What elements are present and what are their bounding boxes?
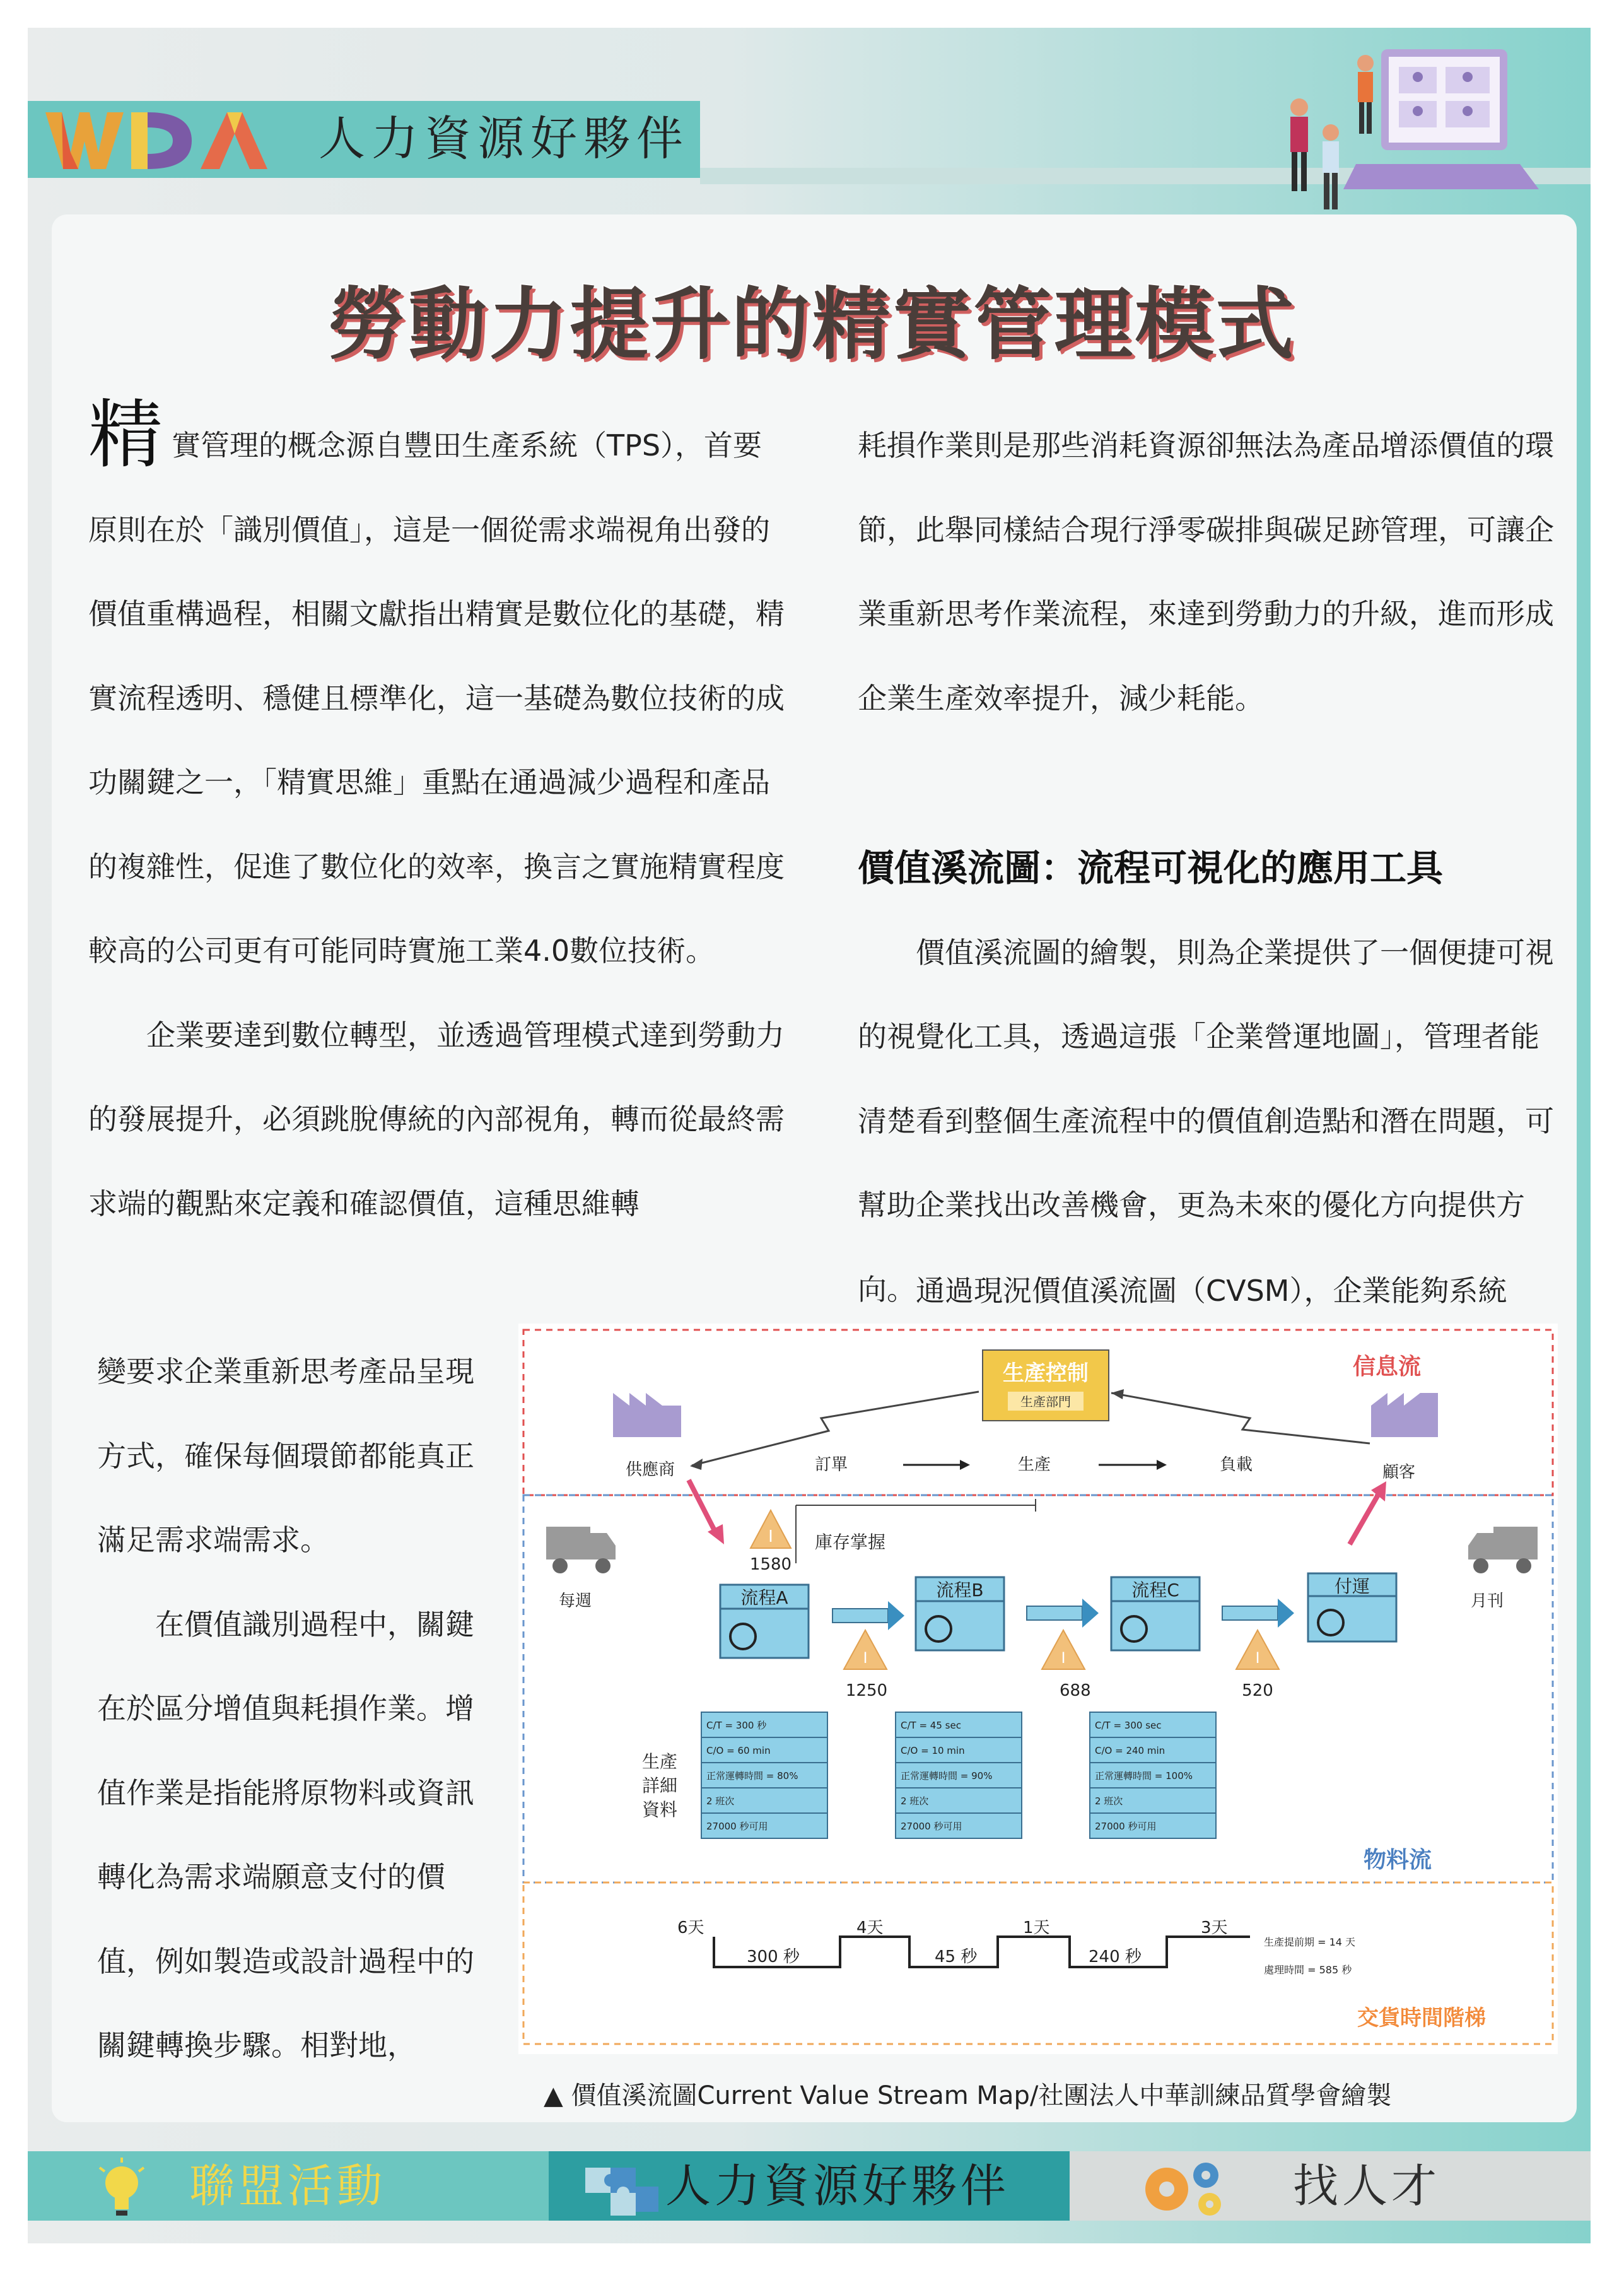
process-time-total: 處理時間 = 585 秒 <box>1264 1964 1352 1976</box>
time-label-1: 300 秒 <box>747 1947 800 1966</box>
time-label-3: 240 秒 <box>1089 1947 1142 1966</box>
weekly-label: 每週 <box>559 1592 592 1611</box>
lead-time-total: 生產提前期 = 14 天 <box>1264 1936 1356 1948</box>
process-data-row: 27000 秒可用 <box>1095 1821 1157 1832</box>
banner-title: 人力資源好夥伴 <box>318 112 689 166</box>
inventory-c-ship <box>1236 1630 1279 1669</box>
dropcap: 精 <box>88 391 163 478</box>
process-data-box-1 <box>701 1712 827 1838</box>
process-data-row: C/O = 10 min <box>901 1745 965 1756</box>
time-label-2: 45 秒 <box>935 1947 978 1966</box>
process-data-box-3 <box>1090 1712 1216 1838</box>
customer-label: 顧客 <box>1382 1463 1416 1482</box>
wda-logo <box>43 109 270 172</box>
lightbulb-icon <box>93 2155 150 2218</box>
process-data-row: 27000 秒可用 <box>706 1821 768 1832</box>
production-control-label: 生產控制 <box>1003 1361 1089 1386</box>
inv-a-b: 1250 <box>845 1681 888 1700</box>
article-title: 勞動力提升的精實管理模式 <box>327 279 1297 370</box>
process-c <box>1111 1577 1200 1650</box>
supplier-label: 供應商 <box>626 1460 675 1479</box>
right-para-2: 價值溪流圖的繪製，則為企業提供了一個便捷可視的視覺化工具，透過這張「企業營運地圖」，管理者能清楚看到整個生產流程中的價值創造點和潛在問題，可幫助企業找出改善機會，更為未來的優化方向提供方向。 <box>858 935 1554 1307</box>
gears-icon <box>1135 2155 1249 2218</box>
day-label-1: 6天 <box>677 1918 704 1937</box>
order-label: 訂單 <box>815 1455 848 1474</box>
process-data-row: 27000 秒可用 <box>901 1821 962 1832</box>
inv-supplier: 1580 <box>749 1555 792 1574</box>
process-a-label: 流程A <box>740 1587 788 1608</box>
right-column <box>858 404 1558 741</box>
shipping-process <box>1308 1573 1396 1642</box>
left-column <box>88 391 788 1246</box>
inventory-control-label: 庫存掌握 <box>815 1532 886 1553</box>
monthly-label: 月刊 <box>1471 1592 1504 1611</box>
process-b <box>916 1577 1004 1650</box>
footer-tab-1[interactable]: 聯盟活動 <box>189 2159 387 2212</box>
right-para-1: 耗損作業則是那些消耗資源卻無法為產品增添價值的環節，此舉同樣結合現行淨零碳排與碳足跡管理，可讓企業重新思考作業流程，來達到勞動力的升級，進而形成企業生產效率提升，減少耗能。 <box>858 428 1554 715</box>
svg-text:I: I <box>1061 1649 1066 1667</box>
supplier-factory-icon <box>613 1393 681 1437</box>
supplier-truck-icon <box>546 1527 616 1573</box>
svg-text:I: I <box>863 1649 868 1667</box>
process-a <box>720 1585 809 1658</box>
process-b-label: 流程B <box>936 1580 984 1600</box>
right-column-3 <box>858 1249 1558 1334</box>
process-c-label: 流程C <box>1131 1580 1179 1600</box>
left-para-2-cont: 變要求企業重新思考產品呈現方式，確保每個環節都能真正滿足需求端需求。 <box>97 1354 474 1557</box>
process-data-row: C/O = 60 min <box>706 1745 771 1756</box>
process-data-row: 正常運轉時間 = 90% <box>901 1770 993 1782</box>
day-label-4: 3天 <box>1201 1918 1228 1937</box>
day-label-3: 1天 <box>1023 1918 1050 1937</box>
process-data-row: 2 班次 <box>901 1795 929 1807</box>
process-data-box-2 <box>896 1712 1022 1838</box>
inv-c-ship: 520 <box>1242 1681 1273 1700</box>
inventory-a-b <box>844 1630 887 1669</box>
svg-text:I: I <box>768 1527 773 1546</box>
figure-caption: ▲ 價值溪流圖Current Value Stream Map/社團法人中華訓練品質學會繪製 <box>544 2081 1392 2110</box>
process-data-row: 正常運轉時間 = 100% <box>1095 1770 1193 1782</box>
load-label: 負載 <box>1220 1455 1253 1474</box>
supplier-inventory <box>751 1510 791 1548</box>
right-para-3: 通過現況價值溪流圖（CVSM），企業能夠系統 <box>916 1274 1507 1308</box>
material-flow-label: 物料流 <box>1364 1847 1432 1873</box>
detail-label-1: 生產 <box>642 1751 678 1772</box>
left-column-narrow <box>97 1330 501 2088</box>
svg-text:I: I <box>1255 1649 1260 1667</box>
process-data-row: C/O = 240 min <box>1095 1745 1165 1756</box>
push-arrow-3 <box>1222 1599 1294 1628</box>
production-dept-label: 生產部門 <box>1020 1394 1071 1409</box>
inventory-b-c <box>1042 1630 1085 1669</box>
footer-tab-2[interactable]: 人力資源好夥伴 <box>665 2159 1010 2212</box>
value-stream-map <box>518 1324 1558 2054</box>
info-flow-label: 信息流 <box>1353 1354 1422 1380</box>
inv-b-c: 688 <box>1060 1681 1091 1700</box>
left-para-2: 企業要達到數位轉型，並透過管理模式達到勞動力的發展提升，必須跳脫傳統的內部視角，轉而從最終需求端的觀點來定義和確認價值，這種思維轉 <box>88 1018 785 1221</box>
production-control <box>983 1350 1109 1421</box>
customer-truck-icon <box>1468 1527 1538 1573</box>
process-data-row: C/T = 300 sec <box>1095 1720 1162 1731</box>
customer-factory-icon <box>1371 1393 1438 1437</box>
detail-label-2: 詳細 <box>642 1775 678 1796</box>
timeline-label: 交貨時間階梯 <box>1357 2006 1486 2031</box>
puzzle-icon <box>580 2155 662 2218</box>
push-arrow-2 <box>1027 1599 1099 1628</box>
footer-tab-3[interactable]: 找人才 <box>1293 2159 1441 2212</box>
process-data-row: 2 班次 <box>706 1795 735 1807</box>
material-flow-region <box>523 1495 1553 1882</box>
process-data-row: C/T = 45 sec <box>901 1720 961 1731</box>
process-data-boxes <box>701 1712 1216 1838</box>
left-para-1: 實管理的概念源自豐田生產系統（TPS），首要原則在於「識別價值」，這是一個從需求端視角出發的價值重構過程，相關文獻指出精實是數位化的基礎，精實流程透明、穩健且標準化，這一基礎為數位技術的成功關鍵之一，「精實思維」重點在通過減少過程和產品的複雜性，促進了數位化的效率，換言之實施精實程度較高的公司更有可能同時實施工業4.0數位技術。 <box>88 428 785 968</box>
process-data-row: C/T = 300 秒 <box>706 1720 767 1731</box>
push-arrow-1 <box>832 1601 904 1630</box>
day-label-2: 4天 <box>856 1918 884 1937</box>
process-data-row: 2 班次 <box>1095 1795 1123 1807</box>
process-data-row: 正常運轉時間 = 80% <box>706 1770 798 1782</box>
left-para-3: 在價值識別過程中，關鍵在於區分增值與耗損作業。增值作業是指能將原物料或資訊轉化為需求端願意支付的價值，例如製造或設計過程中的關鍵轉換步驟。相對地， <box>97 1607 474 2062</box>
section-subheading: 價值溪流圖：流程可視化的應用工具 <box>858 847 1444 890</box>
detail-label-3: 資料 <box>642 1799 678 1820</box>
production-label: 生產 <box>1018 1455 1051 1474</box>
shipping-label: 付運 <box>1334 1576 1370 1597</box>
